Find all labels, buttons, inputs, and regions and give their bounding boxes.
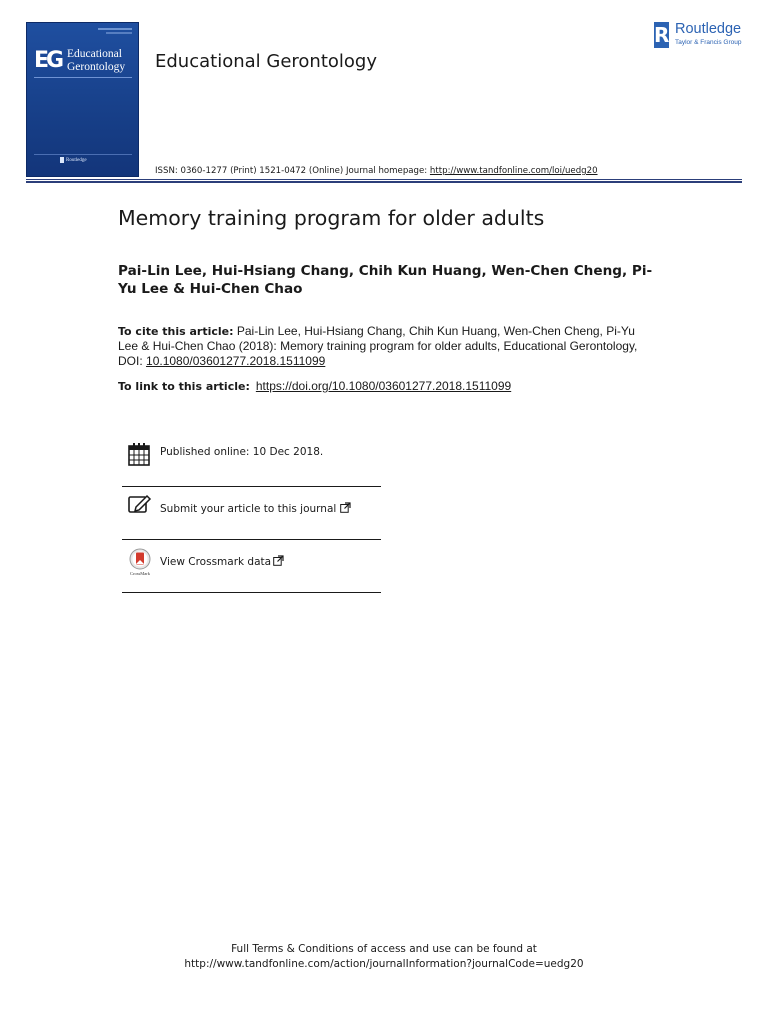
footer-terms-text: Full Terms & Conditions of access and use can be found at: [231, 943, 537, 955]
header-divider: [26, 179, 742, 180]
row-divider: [122, 539, 381, 540]
citation-doi-link[interactable]: 10.1080/03601277.2018.1511099: [146, 354, 326, 368]
issn-text: ISSN: 0360-1277 (Print) 1521-0472 (Online) Journal homepage:: [155, 166, 430, 176]
cover-publisher: Routledge: [66, 158, 87, 163]
publisher-logo[interactable]: [654, 20, 754, 52]
edit-icon: [128, 494, 152, 518]
submit-article-text: Submit your article to this journal: [160, 503, 337, 515]
row-divider: [122, 592, 381, 593]
external-link-icon: [273, 555, 284, 569]
issn-line: [155, 166, 598, 176]
routledge-r-icon: R: [654, 23, 670, 47]
journal-name: Educational Gerontology: [155, 51, 377, 72]
crossmark-link[interactable]: [160, 555, 284, 569]
article-title: Memory training program for older adults: [118, 206, 545, 230]
header-divider: [26, 181, 742, 183]
footer: [0, 942, 768, 972]
external-link-icon: [340, 502, 351, 516]
article-doi-link[interactable]: https://doi.org/10.1080/03601277.2018.1511099: [255, 379, 512, 393]
article-link-label: To link to this article:: [118, 380, 250, 393]
journal-cover-image: [26, 22, 139, 177]
cover-divider: [34, 154, 132, 155]
journal-homepage-link[interactable]: http://www.tandfonline.com/loi/uedg20: [429, 166, 598, 176]
citation-block: [118, 324, 648, 369]
cover-decoration: [98, 28, 132, 30]
submit-article-link[interactable]: [160, 502, 351, 516]
publisher-name: Routledge: [675, 21, 742, 37]
article-authors: Pai-Lin Lee, Hui-Hsiang Chang, Chih Kun Huang, Wen-Chen Cheng, Pi-Yu Lee & Hui-Chen Chao: [118, 263, 653, 297]
citation-text: Pai-Lin Lee, Hui-Hsiang Chang, Chih Kun Huang, Wen-Chen Cheng, Pi-Yu Lee & Hui-Chen Chao (2018): Memory training program for older adults, Educational Gerontology, DOI:: [118, 324, 638, 368]
published-online-text: Published online: 10 Dec 2018.: [160, 446, 324, 458]
citation-label: To cite this article:: [118, 325, 234, 338]
crossmark-row[interactable]: [122, 545, 381, 579]
cover-title-line1: Educational: [67, 48, 122, 60]
crossmark-text: View Crossmark data: [160, 556, 272, 568]
calendar-icon: [128, 442, 150, 470]
footer-terms-url[interactable]: http://www.tandfonline.com/action/journalInformation?journalCode=uedg20: [184, 958, 584, 970]
cover-decoration: [106, 32, 132, 34]
article-link-line: [118, 379, 511, 393]
row-divider: [122, 486, 381, 487]
cover-title: [67, 48, 125, 74]
published-online-row: [122, 440, 381, 474]
cover-divider: [34, 77, 132, 78]
cover-publisher-icon: [60, 157, 64, 163]
cover-title-line2: Gerontology: [67, 61, 126, 73]
crossmark-icon: [128, 548, 154, 580]
publisher-group: Taylor & Francis Group: [675, 39, 742, 46]
submit-article-row[interactable]: [122, 492, 381, 526]
crossmark-icon-label: CrossMark: [130, 571, 150, 576]
cover-monogram: EG: [34, 48, 62, 73]
